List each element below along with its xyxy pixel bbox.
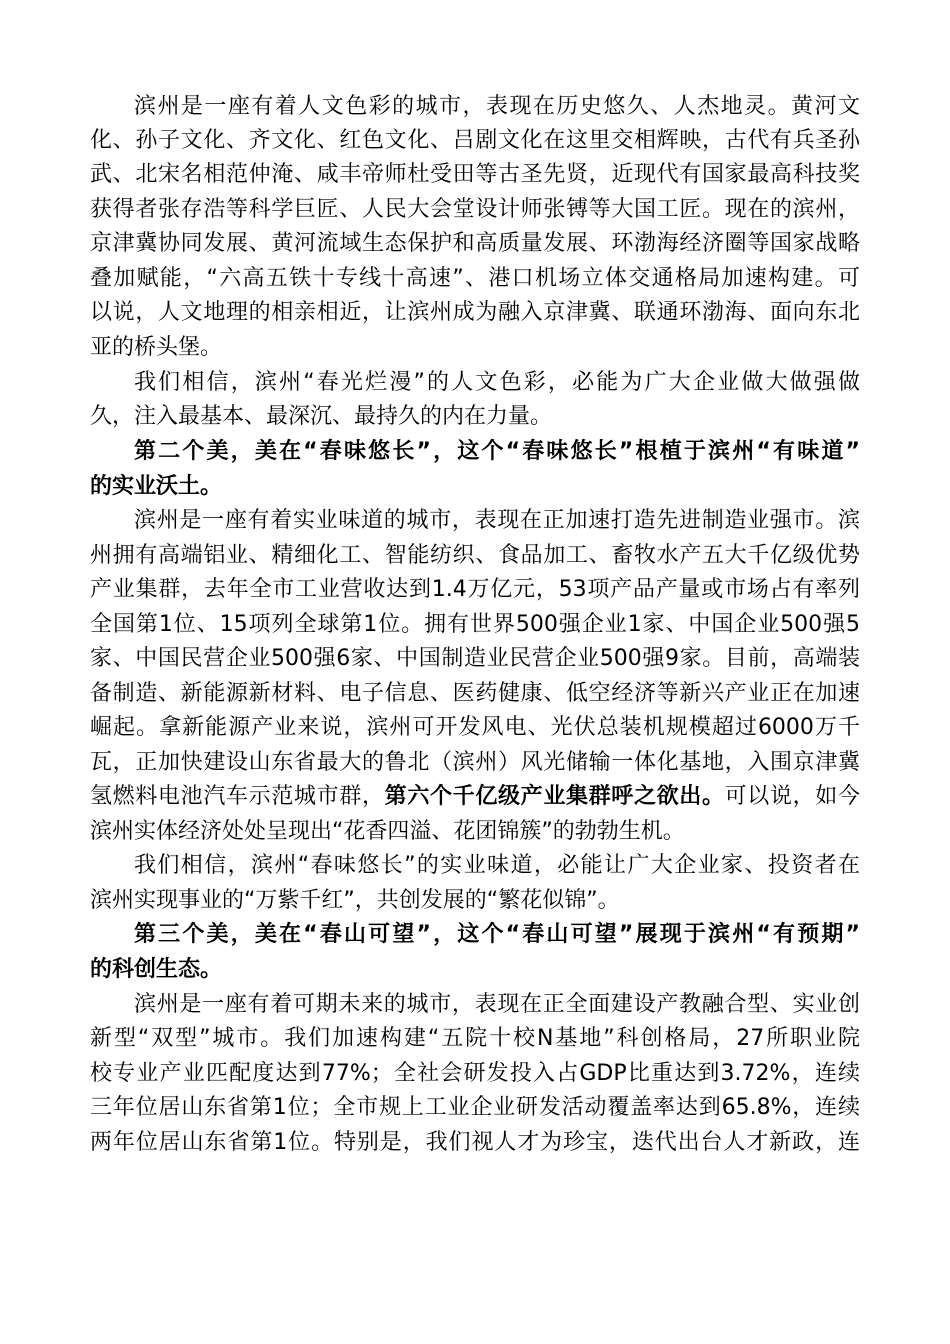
paragraph-line: 三年位居山东省第1位；全市规上工业企业研发活动覆盖率达到65.8%，连续 [90, 1095, 860, 1120]
line-segment: 可以说，如今 [724, 784, 860, 809]
paragraph-line: 亚的桥头堡。 [90, 335, 223, 360]
paragraph-line: 京津冀协同发展、黄河流域生态保护和高质量发展、环渤海经济圈等国家战略 [90, 231, 860, 256]
paragraph-line: 滨州实体经济处处呈现出“花香四溢、花团锦簇”的勃勃生机。 [90, 819, 685, 844]
paragraph-line: 全国第1位、15项列全球第1位。拥有世界500强企业1家、中国企业500强5 [90, 612, 860, 637]
paragraph-line: 崛起。拿新能源产业来说，滨州可开发风电、光伏总装机规模超过6000万千 [90, 715, 860, 740]
bold-emphasis: 第六个千亿级产业集群呼之欲出。 [384, 784, 725, 809]
paragraph-line: 武、北宋名相范仲淹、咸丰帝师杜受田等古圣先贤，近现代有国家最高科技奖 [90, 162, 860, 187]
section-heading-line: 第三个美，美在“春山可望”，这个“春山可望”展现于滨州“有预期” [134, 922, 860, 947]
section-heading-line: 的科创生态。 [90, 957, 223, 982]
paragraph-line: 新型“双型”城市。我们加速构建“五院十校N基地”科创格局，27所职业院 [90, 1026, 860, 1051]
paragraph-line: 校专业产业匹配度达到77%；全社会研发投入占GDP比重达到3.72%，连续 [90, 1061, 860, 1086]
paragraph-line: 久，注入最基本、最深沉、最持久的内在力量。 [90, 404, 553, 429]
paragraph-line: 滨州是一座有着人文色彩的城市，表现在历史悠久、人杰地灵。黄河文 [134, 94, 860, 119]
paragraph-line: 获得者张存浩等科学巨匠、人民大会堂设计师张镈等大国工匠。现在的滨州， [90, 197, 860, 222]
paragraph-line: 叠加赋能，“六高五铁十专线十高速”、港口机场立体交通格局加速构建。可 [90, 266, 860, 291]
paragraph-line: 备制造、新能源新材料、电子信息、医药健康、低空经济等新兴产业正在加速 [90, 681, 860, 706]
paragraph-line: 以说，人文地理的相亲相近，让滨州成为融入京津冀、联通环渤海、面向东北 [90, 300, 860, 325]
paragraph-line: 州拥有高端铝业、精细化工、智能纺织、食品加工、畜牧水产五大千亿级优势 [90, 543, 860, 568]
paragraph-line: 瓦，正加快建设山东省最大的鲁北（滨州）风光储输一体化基地，入围京津冀 [90, 750, 860, 775]
paragraph-line: 滨州是一座有着可期未来的城市，表现在正全面建设产教融合型、实业创 [134, 992, 860, 1017]
paragraph-line: 化、孙子文化、齐文化、红色文化、吕剧文化在这里交相辉映，古代有兵圣孙 [90, 128, 860, 153]
paragraph-line: 滨州实现事业的“万紫千红”，共创发展的“繁花似锦”。 [90, 888, 620, 913]
paragraph-line: 滨州是一座有着实业味道的城市，表现在正加速打造先进制造业强市。滨 [134, 508, 860, 533]
line-segment: 氢燃料电池汽车示范城市群， [90, 784, 385, 809]
paragraph-line [90, 780, 860, 814]
paragraph-line: 我们相信，滨州“春味悠长”的实业味道，必能让广大企业家、投资者在 [134, 853, 860, 878]
section-heading-line: 第二个美，美在“春味悠长”，这个“春味悠长”根植于滨州“有味道” [134, 439, 860, 464]
paragraph-line: 家、中国民营企业500强6家、中国制造业民营企业500强9家。目前，高端装 [90, 646, 860, 671]
paragraph-line: 产业集群，去年全市工业营收达到1.4万亿元，53项产品产量或市场占有率列 [90, 577, 860, 602]
paragraph-line: 两年位居山东省第1位。特别是，我们视人才为珍宝，迭代出台人才新政，连 [90, 1130, 860, 1155]
section-heading-line: 的实业沃土。 [90, 474, 223, 499]
paragraph-line: 我们相信，滨州“春光烂漫”的人文色彩，必能为广大企业做大做强做 [134, 370, 860, 395]
